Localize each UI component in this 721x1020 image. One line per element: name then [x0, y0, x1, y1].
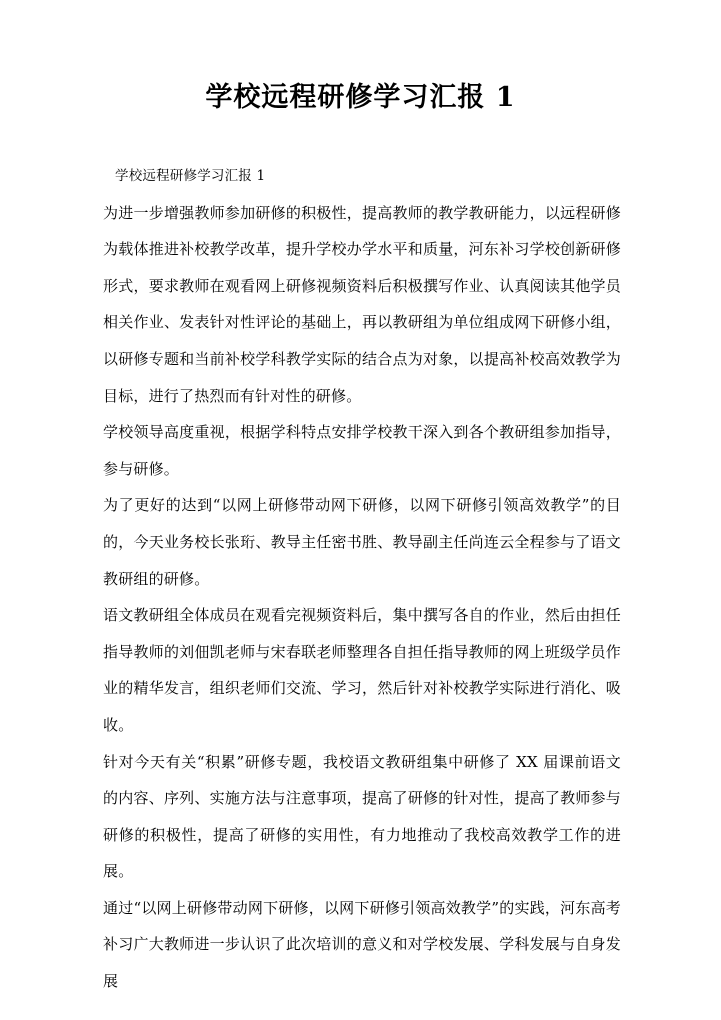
paragraph-participants: 为了更好的达到“以网上研修带动网下研修，以网下研修引领高效教学”的目的，今天业务校长张珩、教导主任密书胜、教导副主任尚连云全程参与了语文教研组的研修。: [103, 496, 621, 588]
paragraph-intro: 为进一步增强教师参加研修的积极性，提高教师的教学教研能力，以远程研修为载体推进补校教学改革，提升学校办学水平和质量，河东补习学校创新研修形式，要求教师在观看网上研修视频资料后积极撰写作业、认真阅读其他学员相关作业、发表针对性评论的基础上，再以教研组为单位组成网下研修小组，以研修专题和当前补校学科教学实际的结合点为对象，以提高补校高效教学为目标，进行了热烈而有针对性的研修。: [103, 203, 621, 405]
paragraph-chinese-group: 语文教研组全体成员在观看完视频资料后，集中撰写各自的作业，然后由担任指导教师的刘佃凯老师与宋春联老师整理各自担任指导教师的网上班级学员作业的精华发言，组织老师们交流、学习，然后针对补校教学实际进行消化、吸收。: [103, 606, 621, 734]
paragraph-topic-accumulation: 针对今天有关“积累”研修专题，我校语文教研组集中研修了 XX 届课前语文的内容、序列、实施方法与注意事项，提高了研修的针对性，提高了教师参与研修的积极性，提高了研修的实用性，有力地推动了我校高效教学工作的进展。: [103, 752, 621, 881]
paragraph-leadership: 学校领导高度重视，根据学科特点安排学校教干深入到各个教研组参加指导，参与研修。: [103, 423, 621, 478]
document-subheading: 学校远程研修学习汇报 1: [115, 168, 266, 184]
paragraph-practice-result: 通过“以网上研修带动网下研修，以网下研修引领高效教学”的实践，河东高考补习广大教师进一步认识了此次培训的意义和对学校发展、学科发展与自身发展: [103, 898, 621, 991]
document-body: [103, 158, 621, 1000]
document-title: 学校远程研修学习汇报 1: [205, 82, 516, 113]
